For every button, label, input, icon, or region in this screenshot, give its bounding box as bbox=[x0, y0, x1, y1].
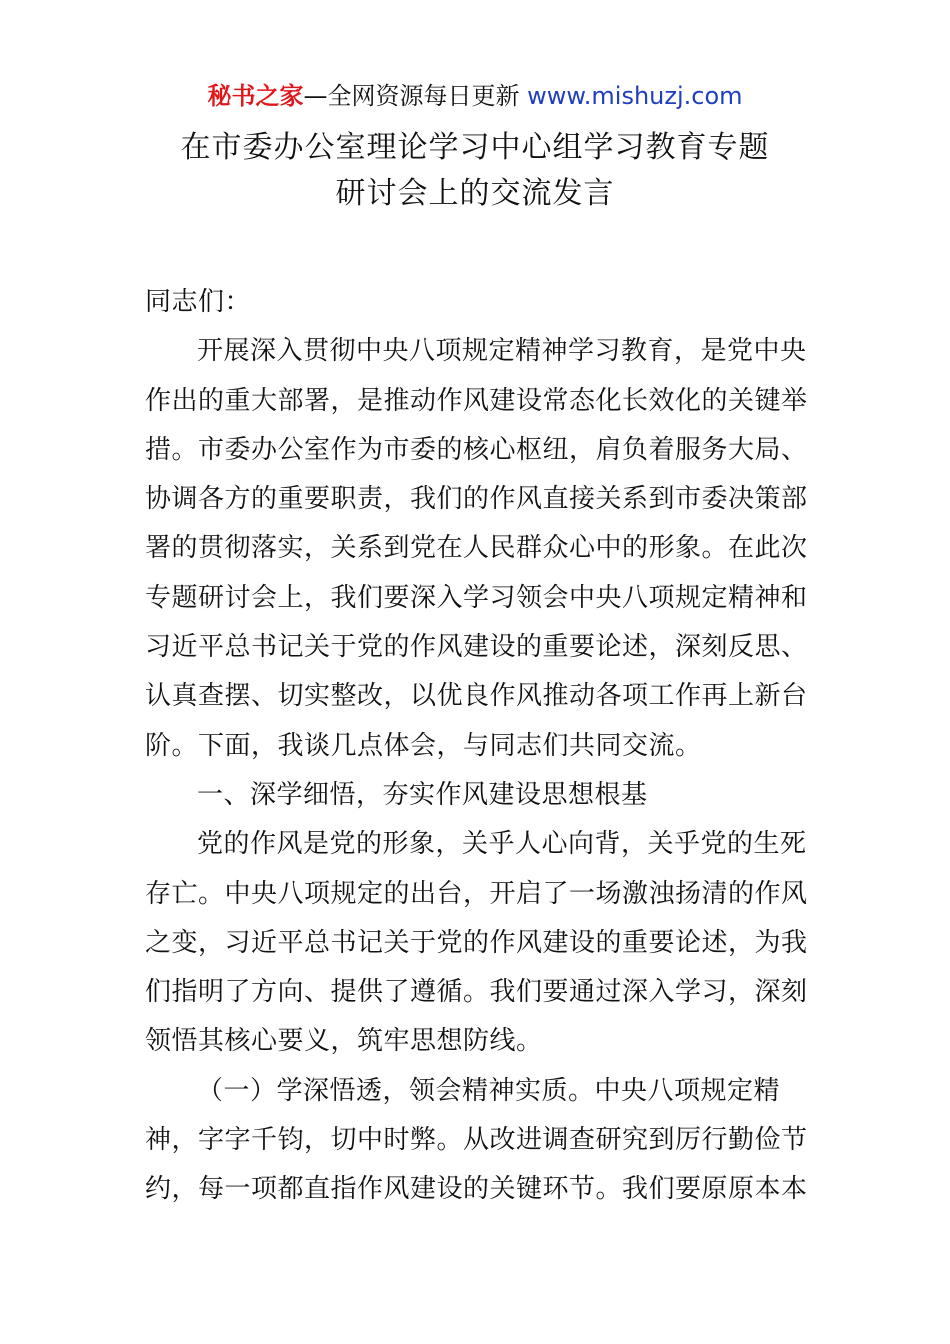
body-line: 开展深入贯彻中央八项规定精神学习教育，是党中央 bbox=[197, 336, 807, 367]
body-line: 署的贯彻落实，关系到党在人民群众心中的形象。在此次 bbox=[145, 533, 808, 564]
body-line: 习近平总书记关于党的作风建设的重要论述，深刻反思、 bbox=[145, 632, 808, 663]
site-header bbox=[0, 80, 950, 112]
body-line: 领悟其核心要义，筑牢思想防线。 bbox=[145, 1026, 543, 1057]
body-line: 存亡。中央八项规定的出台，开启了一场激浊扬清的作风 bbox=[145, 878, 808, 909]
body-line: 约，每一项都直指作风建设的关键环节。我们要原原本本 bbox=[145, 1174, 808, 1205]
salutation: 同志们： bbox=[145, 287, 252, 317]
body-line: 专题研讨会上，我们要深入学习领会中央八项规定精神和 bbox=[145, 582, 808, 613]
body-line: 阶。下面，我谈几点体会，与同志们共同交流。 bbox=[145, 730, 702, 761]
section-heading: 一、深学细悟，夯实作风建设思想根基 bbox=[197, 779, 648, 810]
body-line: 们指明了方向、提供了遵循。我们要通过深入学习，深刻 bbox=[145, 977, 808, 1008]
site-url-link[interactable]: www.mishuzj.com bbox=[527, 82, 743, 110]
body-line: 认真查摆、切实整改，以优良作风推动各项工作再上新台 bbox=[145, 681, 808, 712]
title-line-1: 在市委办公室理论学习中心组学习教育专题 bbox=[180, 130, 770, 165]
title-line-2: 研讨会上的交流发言 bbox=[335, 176, 615, 211]
body-line: 协调各方的重要职责，我们的作风直接关系到市委决策部 bbox=[145, 484, 808, 515]
body-line: 作出的重大部署，是推动作风建设常态化长效化的关键举 bbox=[145, 385, 808, 416]
brand-name: 秘书之家 bbox=[207, 82, 304, 110]
header-tagline: —全网资源每日更新 bbox=[303, 82, 528, 110]
body-line: 措。市委办公室作为市委的核心枢纽，肩负着服务大局、 bbox=[145, 434, 808, 465]
body-line: 之变，习近平总书记关于党的作风建设的重要论述，为我 bbox=[145, 927, 808, 958]
document-title bbox=[0, 125, 950, 217]
document-body bbox=[145, 278, 810, 1215]
body-line: 神，字字千钧，切中时弊。从改进调查研究到厉行勤俭节 bbox=[145, 1125, 808, 1156]
body-line: 党的作风是党的形象，关乎人心向背，关乎党的生死 bbox=[197, 829, 807, 860]
subsection-line: （一）学深悟透，领会精神实质。中央八项规定精 bbox=[197, 1075, 781, 1106]
